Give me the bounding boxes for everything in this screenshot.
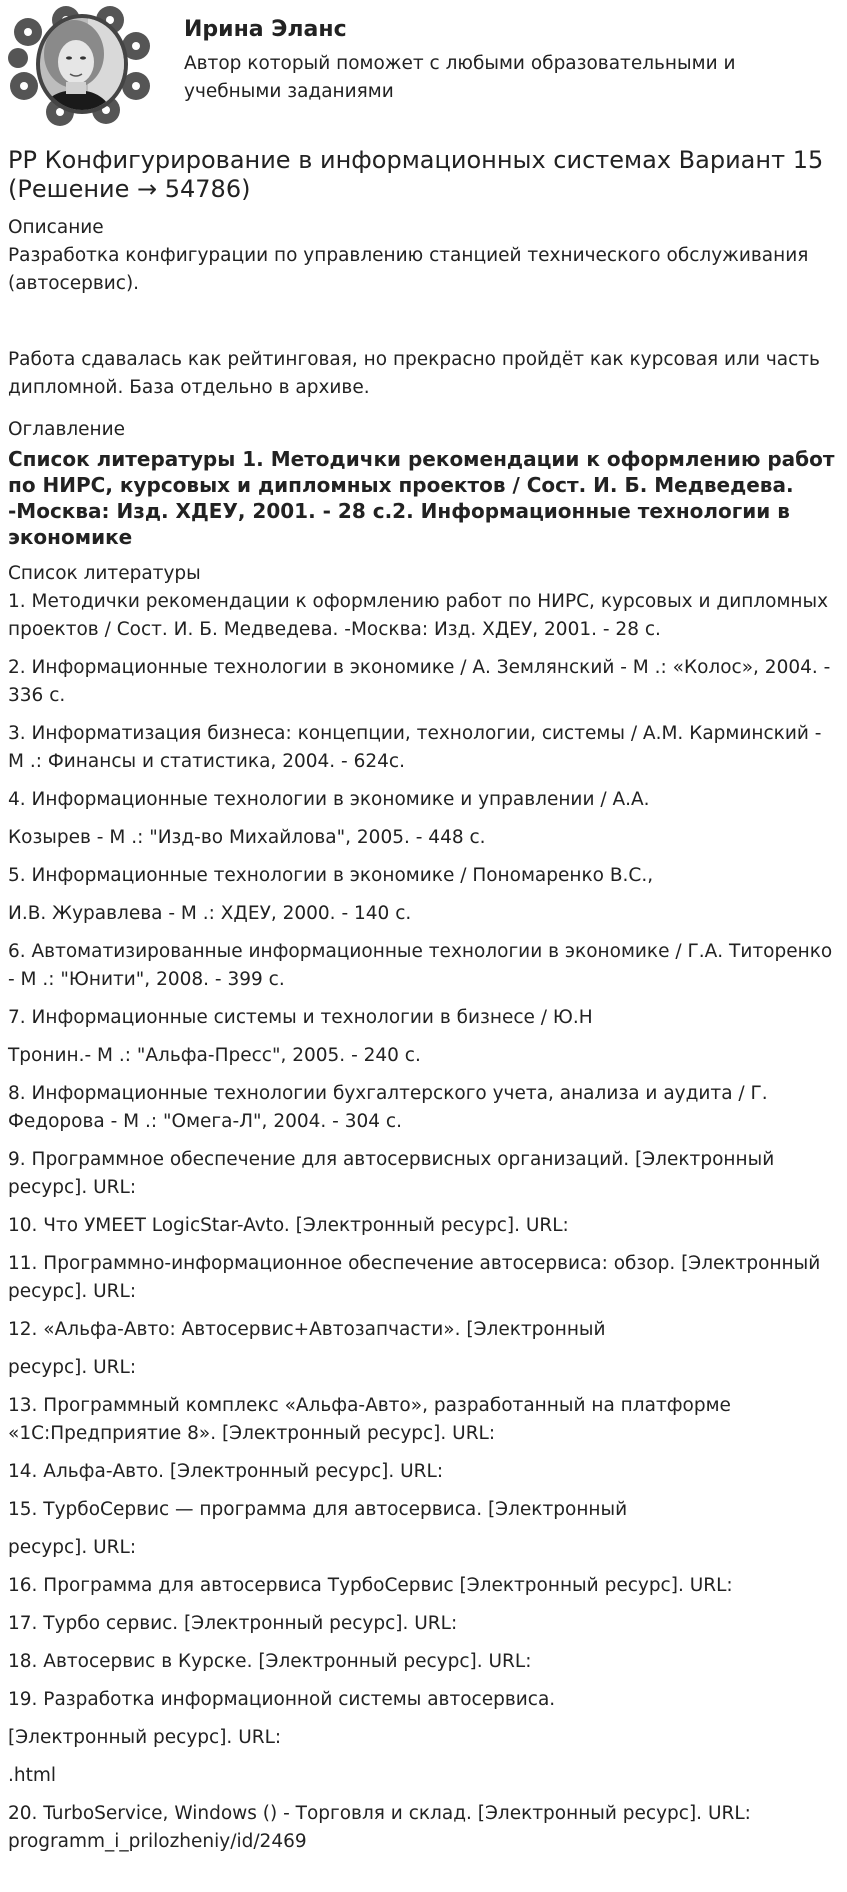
reference-item: 10. Что УМЕЕТ LogicStar-Avto. [Электронный ресурс]. URL: [8, 1215, 569, 1236]
reference-item: И.В. Журавлева - М .: ХДЕУ, 2000. - 140 с. [8, 903, 412, 924]
reference-item: 13. Программный комплекс «Альфа-Авто», разработанный на платформе «1С:Предприятие 8». [Электронный ресурс]. URL: [8, 1395, 731, 1444]
reference-item: 7. Информационные системы и технологии в бизнесе / Ю.Н [8, 1007, 593, 1028]
reference-item: 15. ТурбоСервис — программа для автосервиса. [Электронный [8, 1499, 628, 1520]
reference-item: 6. Автоматизированные информационные технологии в экономике / Г.А. Титоренко - М .: "Юнити", 2008. - 399 с. [8, 941, 833, 990]
reference-item: 9. Программное обеспечение для автосервисных организаций. [Электронный ресурс]. URL: [8, 1149, 775, 1198]
document-title: РР Конфигурирование в информационных системах Вариант 15 (Решение → 54786) [8, 146, 824, 203]
reference-item: Тронин.- М .: "Альфа-Пресс", 2005. - 240 с. [8, 1045, 421, 1066]
reference-item: .html [8, 1765, 57, 1786]
references-list [8, 588, 838, 1856]
author-description: Автор который поможет с любыми образовательными и учебными заданиями [184, 53, 736, 102]
reference-item: 5. Информационные технологии в экономике / Пономаренко В.С., [8, 865, 654, 886]
reference-item: 14. Альфа-Авто. [Электронный ресурс]. URL: [8, 1461, 444, 1482]
reference-item: 17. Турбо сервис. [Электронный ресурс]. URL: [8, 1613, 458, 1634]
reference-item: 4. Информационные технологии в экономике и управлении / А.А. [8, 789, 650, 810]
reference-item: Козырев - М .: "Изд-во Михайлова", 2005. - 448 с. [8, 827, 486, 848]
reference-item: 2. Информационные технологии в экономике / А. Землянский - М .: «Колос», 2004. - 336 с. [8, 657, 831, 706]
description-text: Разработка конфигурации по управлению станцией технического обслуживания (автосервис). [8, 245, 809, 294]
reference-item: 3. Информатизация бизнеса: концепции, технологии, системы / А.М. Карминский - М .: Финансы и статистика, 2004. - 624с. [8, 723, 822, 772]
reference-item: 11. Программно-информационное обеспечение автосервиса: обзор. [Электронный ресурс]. URL: [8, 1253, 821, 1302]
reference-item: 12. «Альфа-Авто: Автосервис+Автозапчасти». [Электронный [8, 1319, 606, 1340]
reference-item: 20. TurboService, Windows () - Торговля и склад. [Электронный ресурс]. URL: programm_i_prilozheniy/id/2469 [8, 1803, 751, 1852]
author-name[interactable]: Ирина Эланс [184, 17, 347, 42]
description-note: Работа сдавалась как рейтинговая, но прекрасно пройдёт как курсовая или часть дипломной. База отдельно в архиве. [8, 349, 820, 398]
description-label: Описание [8, 217, 104, 238]
reference-item: 18. Автосервис в Курске. [Электронный ресурс]. URL: [8, 1651, 532, 1672]
reference-item: 19. Разработка информационной системы автосервиса. [8, 1689, 556, 1710]
toc-text: Список литературы 1. Методички рекомендации к оформлению работ по НИРС, курсовых и дипломных проектов / Сост. И. Б. Медведева. -Москва: Изд. ХДЕУ, 2001. - 28 с.2. Информационные технологии в экономике [8, 447, 835, 549]
document-content [8, 146, 838, 1856]
reference-item: 16. Программа для автосервиса ТурбоСервис [Электронный ресурс]. URL: [8, 1575, 733, 1596]
reference-item: ресурс]. URL: [8, 1357, 137, 1378]
reference-item: ресурс]. URL: [8, 1537, 137, 1558]
reference-item: 8. Информационные технологии бухгалтерского учета, анализа и аудита / Г. Федорова - М .: "Омега-Л", 2004. - 304 с. [8, 1083, 768, 1132]
references-heading: Список литературы [8, 563, 201, 584]
reference-item: [Электронный ресурс]. URL: [8, 1727, 282, 1748]
author-card [8, 6, 838, 126]
reference-item: 1. Методички рекомендации к оформлению работ по НИРС, курсовых и дипломных проектов / Сост. И. Б. Медведева. -Москва: Изд. ХДЕУ, 2001. - 28 с. [8, 591, 829, 640]
toc-label: Оглавление [8, 419, 126, 440]
author-avatar [8, 6, 152, 126]
